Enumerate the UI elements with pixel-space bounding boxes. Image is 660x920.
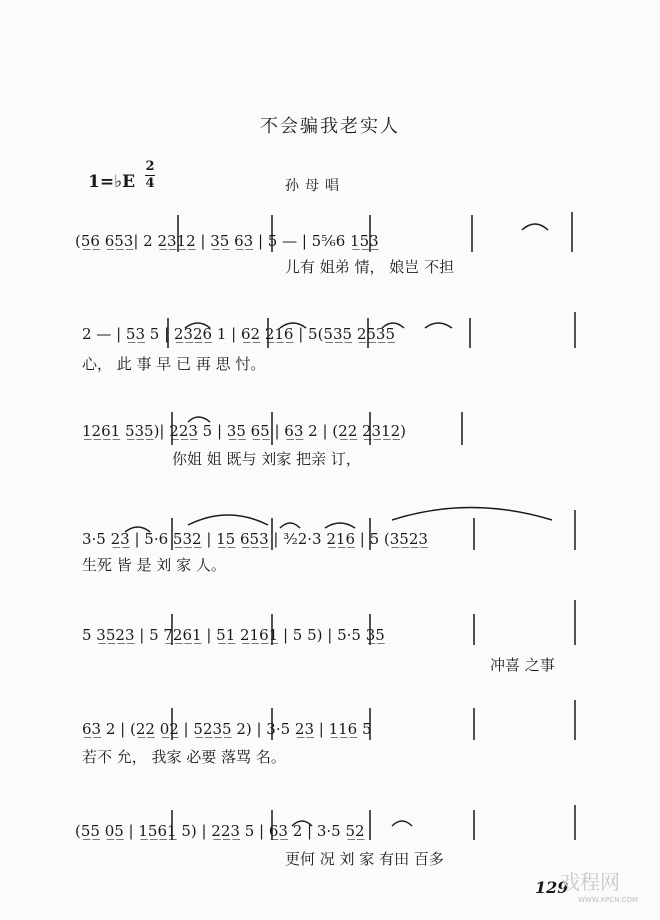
singer-label: 孙母唱 [285, 178, 345, 194]
time-signature-top: 2 [145, 159, 155, 174]
lyrics-row: 心， 此 事 早 已 再 思 忖。 [82, 355, 266, 373]
notation-row: (5̲6̲ 6̲5̲3̲| 2 2̲3̲1̲2̲ | 3̲5̲ 6̲3̲ | 5 — | 5⁵⁄₆6 1̲5̲3̲ [75, 232, 379, 250]
lyrics-row: 你姐 姐 既与 刘家 把亲 订， [172, 450, 361, 468]
notation-row: 5 3̲5̲2̲3̲ | 5 7̲2̲6̲1̲ | 5̲1̲ 2̲1̲6̲1̲ | 5 5) | 5·5 3̲5̲ [82, 626, 385, 644]
watermark-logo: 戏程网 [560, 870, 620, 894]
notation-row: 3·5 2̲3̲ | 5·6 5̲3̲2̲ | 1̲5̲ 6̲5̲3̲ | ³⁄₂2·3 2̲1̲6̲ | 5 (3̲5̲2̲3̲ [82, 530, 428, 548]
lyrics-row: 冲喜 之事 [490, 656, 555, 674]
song-title: 不会骗我老实人 [260, 116, 400, 137]
lyrics-row: 若不 允， 我家 必要 落骂 名。 [82, 748, 286, 766]
notation-row: 2 — | 5̲3̲ 5 | 2̲3̲2̲6̲ 1 | 6̲2̲ 2̲1̲6̲ | 5(5̲3̲5̲ 2̲5̲3̲5̲ [82, 325, 396, 343]
lyrics-row: 更何 况 刘 家 有田 百多 [285, 850, 444, 868]
lyrics-row: 儿有 姐弟 情， 娘岂 不担 [285, 258, 455, 276]
notation-row: (5̲5̲ 0̲5̲ | 1̲5̲6̲1̲ 5) | 2̲2̲3̲ 5 | 6̲3̲ 2 | 3·5 5̲2̲ [75, 822, 365, 840]
notation-row: 1̲2̲6̲1̲ 5̲3̲5̲)| 2̲2̲3̲ 5 | 3̲5̲ 6̲5̲ | 6̲3̲ 2 | (2̲2̲ 2̲3̲1̲2̲) [82, 422, 407, 440]
key-signature: 1=♭E [88, 172, 136, 192]
notation-row: 6̲3̲ 2 | (2̲2̲ 0̲2̲ | 5̲2̲3̲5̲ 2) | 3·5 2̲3̲ | 1̲1̲6̲ 5 [82, 720, 372, 738]
time-signature-bottom: 4 [145, 176, 155, 191]
lyrics-row: 生死 皆 是 刘 家 人。 [82, 556, 226, 574]
page-number: 129 [535, 878, 569, 897]
watermark-url: WWW.XPCN.COM [578, 896, 638, 904]
